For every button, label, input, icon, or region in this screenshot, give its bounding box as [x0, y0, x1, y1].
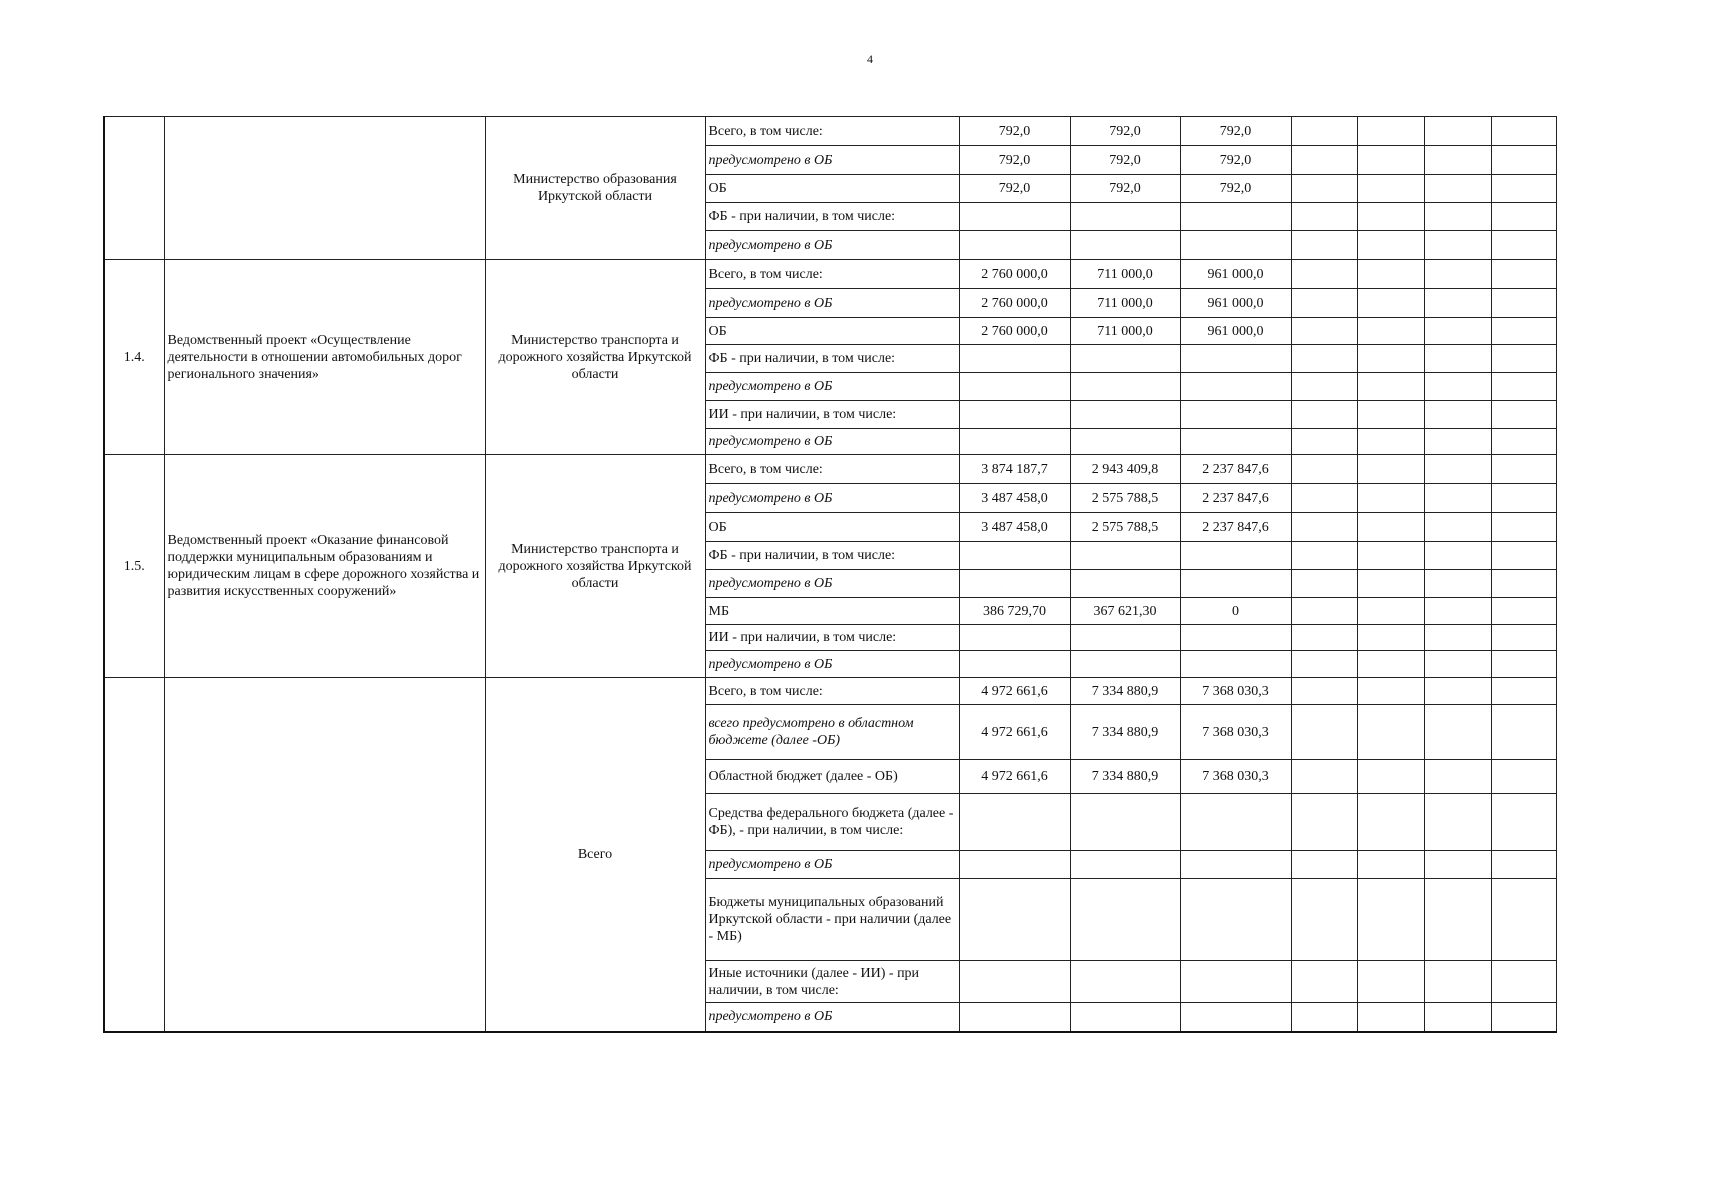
amount-cell-v1 [959, 794, 1070, 851]
funding-source-label: Всего, в том числе: [705, 260, 959, 289]
empty-cell [1357, 879, 1424, 961]
amount-cell-v3 [1180, 1003, 1291, 1032]
amount-cell-v3 [1180, 961, 1291, 1003]
empty-cell [1291, 373, 1357, 401]
amount-cell-v1 [959, 373, 1070, 401]
amount-cell-v1: 4 972 661,6 [959, 678, 1070, 705]
empty-cell [1357, 760, 1424, 794]
amount-cell-v2: 7 334 880,9 [1070, 705, 1180, 760]
amount-cell-v1 [959, 879, 1070, 961]
row-number [104, 117, 164, 260]
funding-source-label: Всего, в том числе: [705, 678, 959, 705]
amount-cell-v3 [1180, 651, 1291, 678]
amount-cell-v2: 792,0 [1070, 117, 1180, 146]
amount-cell-v3 [1180, 879, 1291, 961]
amount-cell-v1 [959, 542, 1070, 570]
empty-cell [1424, 760, 1491, 794]
amount-cell-v2 [1070, 542, 1180, 570]
amount-cell-v3 [1180, 401, 1291, 429]
funding-source-label: Средства федерального бюджета (далее - ФБ), - при наличии, в том числе: [705, 794, 959, 851]
empty-cell [1357, 345, 1424, 373]
empty-cell [1424, 651, 1491, 678]
empty-cell [1424, 318, 1491, 345]
amount-cell-v3: 961 000,0 [1180, 260, 1291, 289]
funding-source-label: Всего, в том числе: [705, 455, 959, 484]
empty-cell [1491, 542, 1556, 570]
amount-cell-v2 [1070, 203, 1180, 231]
funding-source-label: МБ [705, 598, 959, 625]
empty-cell [1357, 175, 1424, 203]
funding-source-label: предусмотрено в ОБ [705, 484, 959, 513]
empty-cell [1491, 794, 1556, 851]
empty-cell [1291, 117, 1357, 146]
empty-cell [1424, 175, 1491, 203]
empty-cell [1291, 175, 1357, 203]
funding-source-label: предусмотрено в ОБ [705, 429, 959, 455]
empty-cell [1357, 651, 1424, 678]
amount-cell-v1 [959, 429, 1070, 455]
amount-cell-v1 [959, 651, 1070, 678]
amount-cell-v3: 2 237 847,6 [1180, 455, 1291, 484]
empty-cell [1291, 961, 1357, 1003]
funding-source-label: Бюджеты муниципальных образований Иркутской области - при наличии (далее - МБ) [705, 879, 959, 961]
amount-cell-v1 [959, 401, 1070, 429]
amount-cell-v1: 792,0 [959, 175, 1070, 203]
amount-cell-v2: 711 000,0 [1070, 289, 1180, 318]
amount-cell-v2 [1070, 570, 1180, 598]
row-number: 1.5. [104, 455, 164, 678]
amount-cell-v2 [1070, 651, 1180, 678]
empty-cell [1491, 879, 1556, 961]
table-row [104, 260, 1556, 289]
amount-cell-v3 [1180, 625, 1291, 651]
amount-cell-v1: 3 487 458,0 [959, 484, 1070, 513]
empty-cell [1357, 429, 1424, 455]
empty-cell [1291, 598, 1357, 625]
empty-cell [1291, 625, 1357, 651]
empty-cell [1424, 570, 1491, 598]
executor-name: Министерство образования Иркутской области [485, 117, 705, 260]
funding-source-label: предусмотрено в ОБ [705, 373, 959, 401]
empty-cell [1291, 1003, 1357, 1032]
amount-cell-v2: 711 000,0 [1070, 318, 1180, 345]
empty-cell [1357, 289, 1424, 318]
amount-cell-v2 [1070, 373, 1180, 401]
table-row [104, 678, 1556, 705]
table-row [104, 455, 1556, 484]
empty-cell [1291, 760, 1357, 794]
empty-cell [1357, 542, 1424, 570]
amount-cell-v1: 2 760 000,0 [959, 318, 1070, 345]
amount-cell-v1 [959, 1003, 1070, 1032]
amount-cell-v1: 2 760 000,0 [959, 260, 1070, 289]
empty-cell [1491, 598, 1556, 625]
empty-cell [1424, 1003, 1491, 1032]
amount-cell-v3: 7 368 030,3 [1180, 678, 1291, 705]
amount-cell-v2 [1070, 345, 1180, 373]
funding-source-label: Иные источники (далее - ИИ) - при наличии, в том числе: [705, 961, 959, 1003]
empty-cell [1491, 429, 1556, 455]
funding-source-label: предусмотрено в ОБ [705, 651, 959, 678]
table-body [104, 117, 1556, 1032]
project-name [164, 117, 485, 260]
amount-cell-v2 [1070, 429, 1180, 455]
funding-source-label: ИИ - при наличии, в том числе: [705, 625, 959, 651]
amount-cell-v2: 792,0 [1070, 175, 1180, 203]
empty-cell [1491, 625, 1556, 651]
empty-cell [1491, 455, 1556, 484]
empty-cell [1357, 625, 1424, 651]
funding-source-label: предусмотрено в ОБ [705, 231, 959, 260]
project-name: Ведомственный проект «Осуществление деятельности в отношении автомобильных дорог регионального значения» [164, 260, 485, 455]
amount-cell-v3: 961 000,0 [1180, 318, 1291, 345]
empty-cell [1424, 851, 1491, 879]
amount-cell-v1: 2 760 000,0 [959, 289, 1070, 318]
empty-cell [1491, 401, 1556, 429]
empty-cell [1491, 203, 1556, 231]
empty-cell [1491, 851, 1556, 879]
amount-cell-v3 [1180, 345, 1291, 373]
empty-cell [1291, 231, 1357, 260]
empty-cell [1357, 961, 1424, 1003]
amount-cell-v2: 2 575 788,5 [1070, 513, 1180, 542]
amount-cell-v2: 711 000,0 [1070, 260, 1180, 289]
empty-cell [1291, 570, 1357, 598]
empty-cell [1291, 651, 1357, 678]
empty-cell [1491, 231, 1556, 260]
empty-cell [1491, 260, 1556, 289]
funding-source-label: предусмотрено в ОБ [705, 289, 959, 318]
empty-cell [1424, 455, 1491, 484]
empty-cell [1357, 117, 1424, 146]
row-number: 1.4. [104, 260, 164, 455]
amount-cell-v1: 4 972 661,6 [959, 760, 1070, 794]
empty-cell [1491, 651, 1556, 678]
amount-cell-v3 [1180, 231, 1291, 260]
executor-name: Всего [485, 678, 705, 1032]
empty-cell [1491, 318, 1556, 345]
budget-table [103, 116, 1557, 1033]
amount-cell-v1 [959, 203, 1070, 231]
project-name: Ведомственный проект «Оказание финансовой поддержки муниципальным образованиям и юридическим лицам в сфере дорожного хозяйства и развития искусственных сооружений» [164, 455, 485, 678]
amount-cell-v3 [1180, 542, 1291, 570]
empty-cell [1424, 401, 1491, 429]
funding-source-label: ФБ - при наличии, в том числе: [705, 203, 959, 231]
amount-cell-v3 [1180, 203, 1291, 231]
empty-cell [1291, 203, 1357, 231]
funding-source-label: всего предусмотрено в областном бюджете (далее -ОБ) [705, 705, 959, 760]
empty-cell [1357, 570, 1424, 598]
amount-cell-v1 [959, 961, 1070, 1003]
amount-cell-v1: 792,0 [959, 117, 1070, 146]
empty-cell [1424, 879, 1491, 961]
empty-cell [1357, 203, 1424, 231]
empty-cell [1491, 146, 1556, 175]
empty-cell [1291, 146, 1357, 175]
empty-cell [1291, 484, 1357, 513]
funding-source-label: Всего, в том числе: [705, 117, 959, 146]
funding-source-label: Областной бюджет (далее - ОБ) [705, 760, 959, 794]
amount-cell-v2 [1070, 625, 1180, 651]
empty-cell [1357, 484, 1424, 513]
amount-cell-v2 [1070, 961, 1180, 1003]
amount-cell-v2 [1070, 851, 1180, 879]
amount-cell-v3: 792,0 [1180, 117, 1291, 146]
empty-cell [1291, 318, 1357, 345]
empty-cell [1491, 289, 1556, 318]
amount-cell-v2 [1070, 1003, 1180, 1032]
empty-cell [1491, 175, 1556, 203]
empty-cell [1424, 678, 1491, 705]
amount-cell-v2 [1070, 879, 1180, 961]
empty-cell [1291, 513, 1357, 542]
amount-cell-v3: 2 237 847,6 [1180, 484, 1291, 513]
funding-source-label: ФБ - при наличии, в том числе: [705, 345, 959, 373]
amount-cell-v2 [1070, 794, 1180, 851]
amount-cell-v1 [959, 570, 1070, 598]
empty-cell [1424, 961, 1491, 1003]
empty-cell [1357, 705, 1424, 760]
empty-cell [1491, 760, 1556, 794]
empty-cell [1424, 705, 1491, 760]
amount-cell-v3 [1180, 794, 1291, 851]
empty-cell [1357, 373, 1424, 401]
amount-cell-v3 [1180, 570, 1291, 598]
empty-cell [1491, 513, 1556, 542]
table-row [104, 117, 1556, 146]
empty-cell [1424, 203, 1491, 231]
empty-cell [1291, 289, 1357, 318]
funding-source-label: ФБ - при наличии, в том числе: [705, 542, 959, 570]
funding-source-label: ОБ [705, 318, 959, 345]
empty-cell [1291, 542, 1357, 570]
amount-cell-v2 [1070, 401, 1180, 429]
amount-cell-v2: 2 943 409,8 [1070, 455, 1180, 484]
funding-source-label: ИИ - при наличии, в том числе: [705, 401, 959, 429]
empty-cell [1424, 146, 1491, 175]
empty-cell [1357, 146, 1424, 175]
project-name [164, 678, 485, 1032]
funding-source-label: предусмотрено в ОБ [705, 851, 959, 879]
amount-cell-v3: 0 [1180, 598, 1291, 625]
amount-cell-v1 [959, 851, 1070, 879]
empty-cell [1491, 705, 1556, 760]
empty-cell [1424, 117, 1491, 146]
empty-cell [1424, 345, 1491, 373]
empty-cell [1491, 345, 1556, 373]
empty-cell [1357, 401, 1424, 429]
empty-cell [1357, 318, 1424, 345]
amount-cell-v3: 2 237 847,6 [1180, 513, 1291, 542]
empty-cell [1424, 429, 1491, 455]
empty-cell [1291, 794, 1357, 851]
amount-cell-v1: 3 874 187,7 [959, 455, 1070, 484]
amount-cell-v1 [959, 625, 1070, 651]
empty-cell [1291, 401, 1357, 429]
empty-cell [1424, 513, 1491, 542]
empty-cell [1357, 678, 1424, 705]
empty-cell [1357, 794, 1424, 851]
empty-cell [1491, 961, 1556, 1003]
amount-cell-v1: 792,0 [959, 146, 1070, 175]
empty-cell [1424, 598, 1491, 625]
empty-cell [1424, 231, 1491, 260]
page-number: 4 [867, 52, 873, 66]
empty-cell [1424, 625, 1491, 651]
row-number [104, 678, 164, 1032]
empty-cell [1291, 260, 1357, 289]
amount-cell-v2: 367 621,30 [1070, 598, 1180, 625]
amount-cell-v2: 7 334 880,9 [1070, 760, 1180, 794]
amount-cell-v1: 386 729,70 [959, 598, 1070, 625]
empty-cell [1424, 289, 1491, 318]
empty-cell [1491, 570, 1556, 598]
empty-cell [1291, 879, 1357, 961]
empty-cell [1491, 117, 1556, 146]
funding-source-label: ОБ [705, 513, 959, 542]
empty-cell [1291, 678, 1357, 705]
amount-cell-v2: 7 334 880,9 [1070, 678, 1180, 705]
funding-source-label: предусмотрено в ОБ [705, 146, 959, 175]
amount-cell-v1 [959, 231, 1070, 260]
amount-cell-v3: 792,0 [1180, 175, 1291, 203]
empty-cell [1357, 851, 1424, 879]
empty-cell [1424, 260, 1491, 289]
funding-source-label: предусмотрено в ОБ [705, 1003, 959, 1032]
amount-cell-v3 [1180, 851, 1291, 879]
amount-cell-v3 [1180, 373, 1291, 401]
amount-cell-v3: 7 368 030,3 [1180, 760, 1291, 794]
amount-cell-v1: 4 972 661,6 [959, 705, 1070, 760]
empty-cell [1424, 484, 1491, 513]
empty-cell [1491, 484, 1556, 513]
empty-cell [1291, 705, 1357, 760]
empty-cell [1357, 1003, 1424, 1032]
empty-cell [1491, 1003, 1556, 1032]
empty-cell [1424, 373, 1491, 401]
amount-cell-v3: 961 000,0 [1180, 289, 1291, 318]
empty-cell [1491, 678, 1556, 705]
empty-cell [1357, 513, 1424, 542]
amount-cell-v2: 792,0 [1070, 146, 1180, 175]
funding-source-label: предусмотрено в ОБ [705, 570, 959, 598]
amount-cell-v2 [1070, 231, 1180, 260]
amount-cell-v3: 7 368 030,3 [1180, 705, 1291, 760]
empty-cell [1291, 345, 1357, 373]
amount-cell-v1 [959, 345, 1070, 373]
empty-cell [1357, 598, 1424, 625]
empty-cell [1291, 851, 1357, 879]
executor-name: Министерство транспорта и дорожного хозяйства Иркутской области [485, 455, 705, 678]
empty-cell [1491, 373, 1556, 401]
empty-cell [1291, 455, 1357, 484]
empty-cell [1357, 455, 1424, 484]
empty-cell [1424, 794, 1491, 851]
funding-source-label: ОБ [705, 175, 959, 203]
amount-cell-v2: 2 575 788,5 [1070, 484, 1180, 513]
executor-name: Министерство транспорта и дорожного хозяйства Иркутской области [485, 260, 705, 455]
empty-cell [1291, 429, 1357, 455]
empty-cell [1357, 231, 1424, 260]
empty-cell [1424, 542, 1491, 570]
amount-cell-v3 [1180, 429, 1291, 455]
empty-cell [1357, 260, 1424, 289]
amount-cell-v3: 792,0 [1180, 146, 1291, 175]
amount-cell-v1: 3 487 458,0 [959, 513, 1070, 542]
